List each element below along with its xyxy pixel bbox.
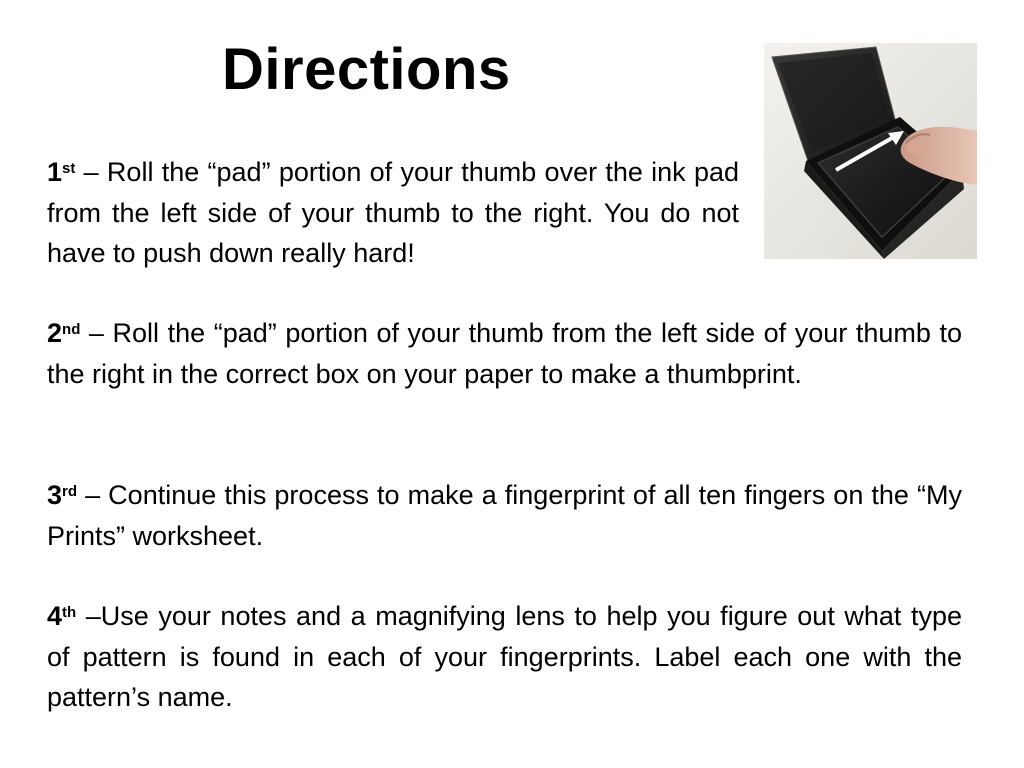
ink-pad-photo (764, 43, 977, 259)
step-1-text: – Roll the “pad” portion of your thumb over the ink pad from the left side of your thumb to the right. You do not have to push down really hard! (47, 157, 739, 268)
ink-pad-thumb-icon (764, 43, 977, 259)
step-4-text: –Use your notes and a magnifying lens to help you figure out what type of pattern is found in each of your fingerprints. Label each one with the pattern’s name. (47, 601, 962, 712)
step-3-text: – Continue this process to make a fingerprint of all ten fingers on the “My Prints” worksheet. (47, 480, 962, 551)
step-2-text: – Roll the “pad” portion of your thumb from the left side of your thumb to the right in the correct box on your paper to make a thumbprint. (47, 318, 962, 389)
step-3-ordinal: rd (62, 483, 78, 500)
step-1-ordinal: st (62, 160, 76, 177)
step-2-ordinal: nd (62, 321, 81, 338)
step-3 (47, 475, 962, 556)
slide-title: Directions (222, 37, 511, 102)
step-1 (47, 152, 739, 274)
step-3-number: 3 (47, 480, 63, 510)
step-2 (47, 313, 962, 394)
step-1-number: 1 (47, 157, 63, 187)
step-2-number: 2 (47, 318, 63, 348)
step-4 (47, 596, 962, 718)
step-4-number: 4 (47, 601, 63, 631)
step-4-ordinal: th (62, 604, 77, 621)
